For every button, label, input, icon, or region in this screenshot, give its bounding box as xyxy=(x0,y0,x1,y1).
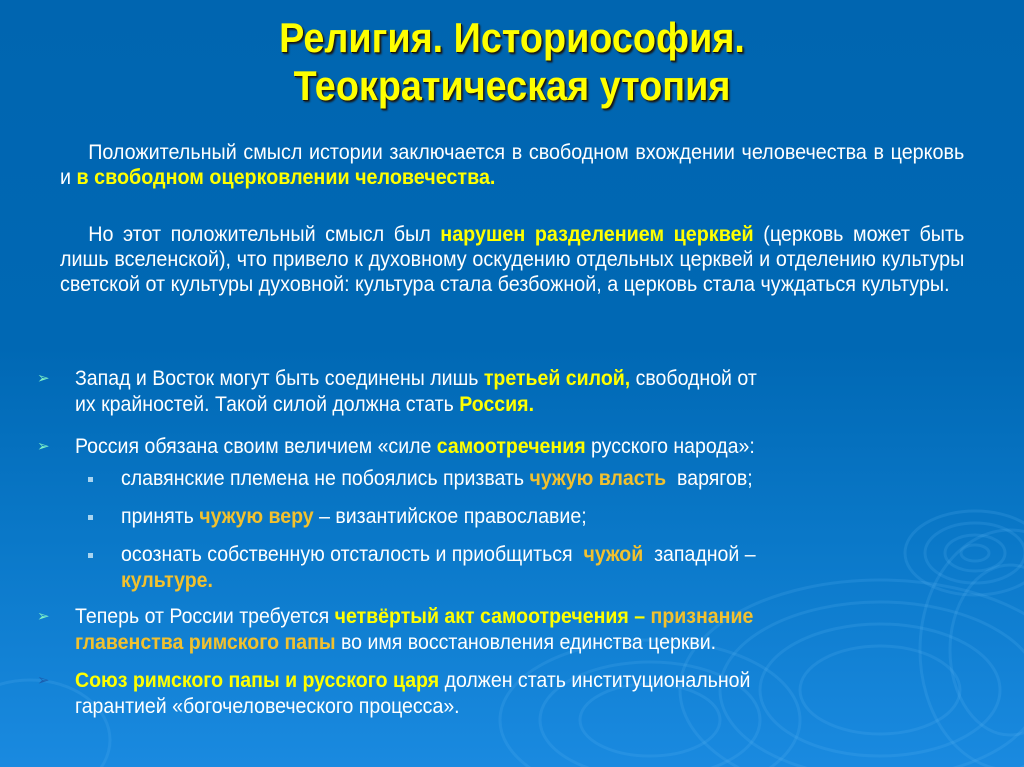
text-run: русского народа»: xyxy=(585,435,755,458)
paragraph-2-text-end: (церковь может быть лишь вселенской), что привело к духовному оскудению отдельных церквей и отделению культуры светской от культуры духовной: культура стала безбожной, а церковь стала чуждаться культуры. xyxy=(60,223,965,296)
sub-item-1-text xyxy=(121,466,986,492)
bullet-item-3-text xyxy=(75,604,996,656)
highlight-run: четвёртый акт самоотречения xyxy=(334,605,629,628)
highlight-run: чужой xyxy=(583,543,644,566)
paragraph-2-highlight: нарушен разделением церквей xyxy=(440,223,754,246)
text-run: – византийское православие; xyxy=(313,505,587,528)
text-run: гарантией «богочеловеческого процесса». xyxy=(75,695,460,718)
text-run: славянские племена не побоялись призвать xyxy=(121,467,530,490)
sub-item-3-text xyxy=(121,542,986,594)
highlight-run: – xyxy=(628,605,651,628)
sub-item-2-text xyxy=(121,504,986,530)
paragraph-1 xyxy=(60,140,964,190)
square-bullet-icon xyxy=(88,553,93,558)
text-run: варягов; xyxy=(666,467,753,490)
square-bullet-icon xyxy=(88,477,93,482)
slide-title-line-1: Религия. Историософия. xyxy=(279,14,745,61)
paragraph-2-text-start: Но этот положительный смысл был xyxy=(88,223,441,246)
highlight-run: чужую власть xyxy=(529,467,667,490)
text-run: должен стать институциональной xyxy=(439,669,751,692)
text-run: Теперь от России требуется xyxy=(75,605,335,628)
highlight-run: самоотречения xyxy=(436,435,586,458)
text-run: принять xyxy=(121,505,200,528)
arrowhead-bullet-icon: ➢ xyxy=(37,608,50,625)
text-run: их крайностей. Такой силой должна стать xyxy=(75,393,460,416)
text-run: свободной от xyxy=(630,367,757,390)
bullet-item-2-text xyxy=(75,434,996,460)
text-run: осознать собственную отсталость и приобщиться xyxy=(121,543,584,566)
bullet-item-1-text xyxy=(75,366,996,418)
highlight-run: признание xyxy=(650,605,754,628)
bullet-item-4-text xyxy=(75,668,996,720)
text-run: Россия обязана своим величием «силе xyxy=(75,435,437,458)
text-run: Запад и Восток могут быть соединены лишь xyxy=(75,367,484,390)
slide-title-line-2: Теократическая утопия xyxy=(293,62,731,109)
text-run: западной – xyxy=(643,543,756,566)
highlight-run: культуре. xyxy=(121,569,213,592)
paragraph-1-highlight: в свободном оцерковлении человечества. xyxy=(76,166,496,189)
highlight-run: Россия. xyxy=(459,393,534,416)
arrowhead-bullet-icon: ➢ xyxy=(37,370,50,387)
square-bullet-icon xyxy=(88,515,93,520)
paragraph-2 xyxy=(60,222,964,297)
arrowhead-bullet-icon: ➢ xyxy=(37,672,50,689)
paragraph-1-text: Положительный смысл истории заключается в свободном вхождении человечества в церковь и xyxy=(60,141,965,189)
arrowhead-bullet-icon: ➢ xyxy=(37,438,50,455)
highlight-run: чужую веру xyxy=(199,505,314,528)
highlight-run: главенства римского папы xyxy=(75,631,336,654)
highlight-run: третьей силой, xyxy=(483,367,631,390)
slide-title xyxy=(51,14,973,110)
highlight-run: Союз римского папы и русского царя xyxy=(75,669,440,692)
text-run: во имя восстановления единства церкви. xyxy=(335,631,717,654)
